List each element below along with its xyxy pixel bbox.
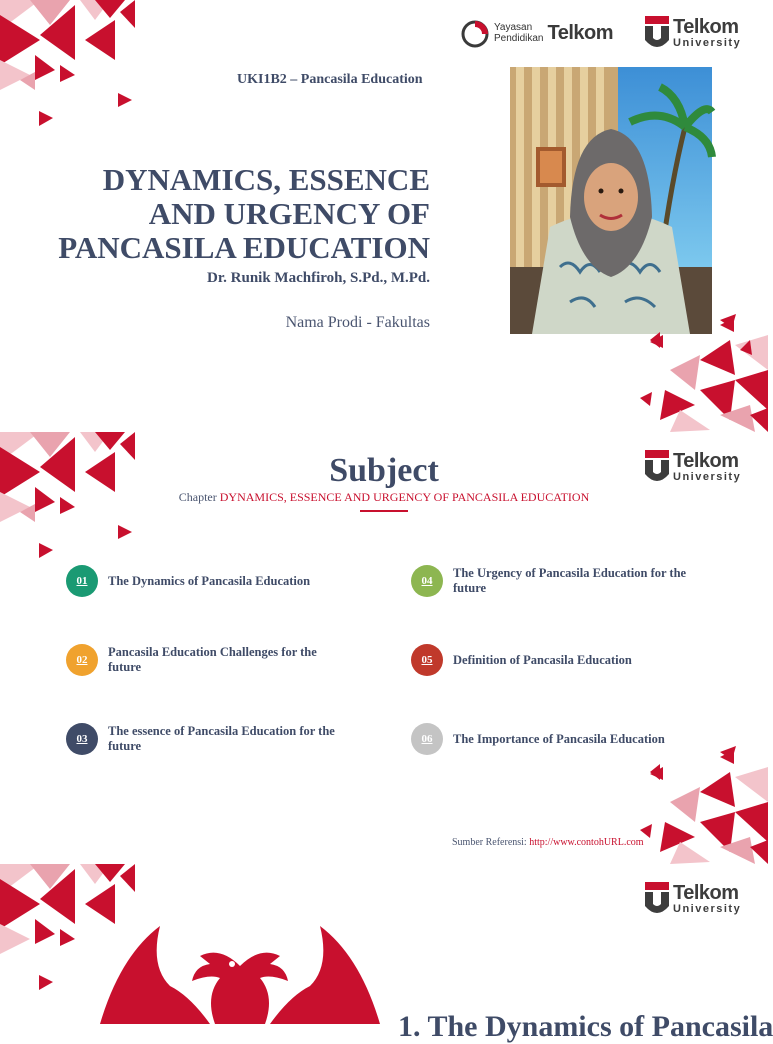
garuda-emblem <box>100 926 380 1024</box>
bottom-right-triangles-decoration <box>640 742 768 864</box>
presenter-photo <box>510 67 712 334</box>
telkom-university-mark-icon <box>645 882 669 916</box>
chapter-heading <box>0 490 768 505</box>
item-label: The Dynamics of Pancasila Education <box>108 573 311 588</box>
chapter-one-slide <box>0 864 773 1043</box>
item-number-badge[interactable]: 05 <box>411 644 443 676</box>
prodi-faculty: Nama Prodi - Fakultas <box>285 314 430 331</box>
item-label: Definition of Pancasila Education <box>453 652 632 667</box>
reference-link[interactable]: http://www.contohURL.com <box>529 837 644 848</box>
item-number-badge[interactable]: 06 <box>411 723 443 755</box>
telkom-university-logo <box>645 16 741 50</box>
item-label: The Urgency of Pancasila Education for the future <box>453 566 687 595</box>
small-red-triangle-decoration <box>648 334 666 352</box>
telkom-logo-name: Telkom <box>673 450 739 472</box>
yayasan-logo-mark-icon <box>460 18 490 48</box>
item-label: The essence of Pancasila Education for the future <box>108 724 335 753</box>
telkom-university-mark-icon <box>645 16 669 50</box>
author-name: Dr. Runik Machfiroh, S.Pd., M.Pd. <box>207 270 430 286</box>
presentation-title <box>20 163 430 265</box>
chapter-title: 1. The Dynamics of Pancasila <box>398 1010 773 1043</box>
subject-item[interactable] <box>66 644 353 676</box>
yayasan-pendidikan-telkom-logo <box>460 18 613 48</box>
small-red-triangle-decoration <box>37 110 57 130</box>
small-red-triangle-decoration <box>718 317 736 335</box>
title-line: AND URGENCY OF <box>148 196 430 231</box>
bottom-right-triangles-decoration <box>640 310 768 432</box>
telkom-university-logo <box>645 882 741 916</box>
yayasan-logo-line1: Yayasan <box>494 22 533 33</box>
item-label: Pancasila Education Challenges for the future <box>108 645 317 674</box>
telkom-logo-name: Telkom <box>673 16 739 38</box>
small-red-triangle-decoration <box>115 92 135 112</box>
yayasan-logo-brand: Telkom <box>547 21 614 44</box>
title-line: PANCASILA EDUCATION <box>58 230 430 265</box>
small-red-triangle-decoration <box>115 524 135 544</box>
small-red-triangle-decoration <box>718 749 736 767</box>
subject-item[interactable] <box>411 644 698 676</box>
subject-slide <box>0 432 768 864</box>
item-number-badge[interactable]: 04 <box>411 565 443 597</box>
item-label: The Importance of Pancasila Education <box>453 731 665 746</box>
item-number-badge[interactable]: 02 <box>66 644 98 676</box>
title-line: DYNAMICS, ESSENCE <box>102 162 430 197</box>
small-red-triangle-decoration <box>37 974 57 994</box>
chapter-prefix: Chapter <box>178 490 217 504</box>
item-number-badge[interactable]: 03 <box>66 723 98 755</box>
telkom-logo-sub: University <box>673 903 742 915</box>
top-left-triangles-decoration <box>0 0 140 135</box>
chapter-name: DYNAMICS, ESSENCE AND URGENCY OF PANCASILA EDUCATION <box>219 490 590 504</box>
telkom-logo-name: Telkom <box>673 882 739 904</box>
subject-item[interactable] <box>411 565 698 597</box>
reference-note <box>452 837 644 848</box>
reference-label: Sumber Referensi: <box>452 837 527 848</box>
small-red-triangle-decoration <box>37 542 57 562</box>
telkom-logo-sub: University <box>673 471 742 483</box>
telkom-logo-sub: University <box>673 37 742 49</box>
title-underline <box>360 510 408 512</box>
subject-item[interactable] <box>66 723 353 755</box>
small-red-triangle-decoration <box>648 766 666 784</box>
course-code: UKI1B2 – Pancasila Education <box>237 72 423 87</box>
title-slide <box>0 0 768 432</box>
subject-title: Subject <box>329 452 439 489</box>
subject-item[interactable] <box>66 565 353 597</box>
item-number-badge[interactable]: 01 <box>66 565 98 597</box>
yayasan-logo-line2: Pendidikan <box>494 33 544 44</box>
